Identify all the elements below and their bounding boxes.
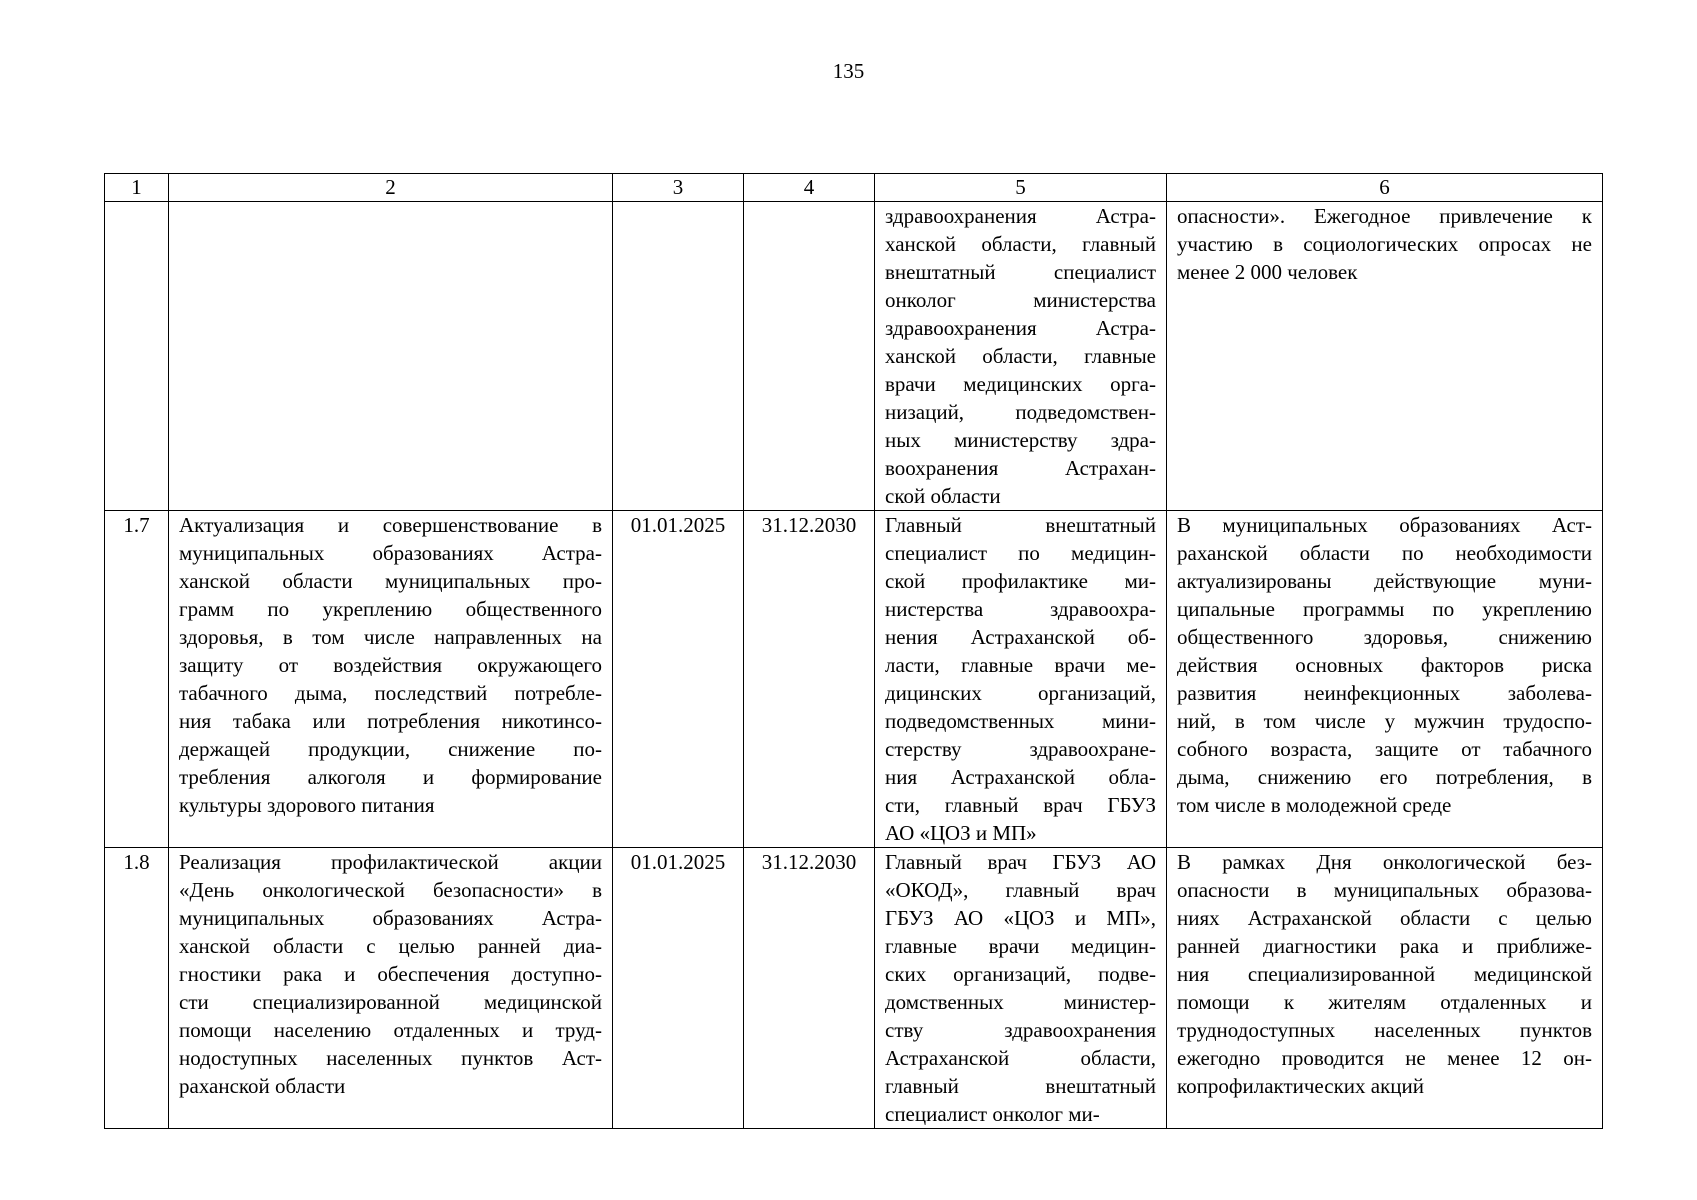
measures-table <box>104 173 1603 1129</box>
result-line: том числе в молодежной среде <box>1177 793 1452 817</box>
activity-line: культуры здорового питания <box>179 793 435 817</box>
result-line: опасности». Ежегодное привлечение к <box>1177 204 1592 228</box>
result-line: ниях Астраханской области с целью <box>1177 906 1592 930</box>
table-row <box>105 848 1603 1129</box>
end-date-cell: 31.12.2030 <box>744 511 875 848</box>
result-line: ния специализированной медицинской <box>1177 962 1592 986</box>
activity-line: Реализация профилактической акции <box>179 850 602 874</box>
responsible-line: низаций, подведомствен- <box>885 400 1156 424</box>
end-date-cell <box>744 202 875 511</box>
responsible-line: ской области <box>885 484 1001 508</box>
responsible-line: ГБУЗ АО «ЦОЗ и МП», <box>885 906 1156 930</box>
activity-line: «День онкологической безопасности» в <box>179 878 602 902</box>
result-line: менее 2 000 человек <box>1177 260 1358 284</box>
activity-line: раханской области <box>179 1074 346 1098</box>
result-line: дыма, снижению его потребления, в <box>1177 765 1592 789</box>
responsible-line: специалист онколог ми- <box>885 1102 1100 1126</box>
responsible-line: нистерства здравоохра- <box>885 597 1156 621</box>
result-line: труднодоступных населенных пунктов <box>1177 1018 1592 1042</box>
responsible-line: ской профилактике ми- <box>885 569 1156 593</box>
result-line: опасности в муниципальных образова- <box>1177 878 1592 902</box>
result-line: актуализированы действующие муни- <box>1177 569 1592 593</box>
responsible-cell <box>875 511 1167 848</box>
result-line: ежегодно проводится не менее 12 он- <box>1177 1046 1592 1070</box>
end-date-cell: 31.12.2030 <box>744 848 875 1129</box>
activity-line: нодоступных населенных пунктов Аст- <box>179 1046 602 1070</box>
table-row <box>105 511 1603 848</box>
responsible-line: ласти, главные врачи ме- <box>885 653 1156 677</box>
result-line: ний, в том числе у мужчин трудоспо- <box>1177 709 1592 733</box>
result-cell <box>1167 511 1603 848</box>
responsible-line: главный внештатный <box>885 1074 1156 1098</box>
activity-cell <box>169 511 613 848</box>
result-line: развития неинфекционных заболева- <box>1177 681 1592 705</box>
responsible-cell <box>875 848 1167 1129</box>
column-header-1: 1 <box>105 174 169 202</box>
table-row <box>105 202 1603 511</box>
responsible-line: Главный врач ГБУЗ АО <box>885 850 1156 874</box>
result-line: участию в социологических опросах не <box>1177 232 1592 256</box>
activity-line: Актуализация и совершенствование в <box>179 513 602 537</box>
responsible-line: ных министерству здра- <box>885 428 1156 452</box>
result-line: В муниципальных образованиях Аст- <box>1177 513 1592 537</box>
responsible-line: внештатный специалист <box>885 260 1156 284</box>
start-date-cell <box>613 202 744 511</box>
activity-line: сти специализированной медицинской <box>179 990 602 1014</box>
responsible-line: ния Астраханской обла- <box>885 765 1156 789</box>
activity-cell <box>169 202 613 511</box>
result-line: общественного здоровья, снижению <box>1177 625 1592 649</box>
activity-line: табачного дыма, последствий потребле- <box>179 681 602 705</box>
activity-cell <box>169 848 613 1129</box>
responsible-line: дицинских организаций, <box>885 681 1156 705</box>
activity-line: ханской области муниципальных про- <box>179 569 602 593</box>
column-header-2: 2 <box>169 174 613 202</box>
responsible-line: Главный внештатный <box>885 513 1156 537</box>
result-cell <box>1167 848 1603 1129</box>
responsible-line: главные врачи медицин- <box>885 934 1156 958</box>
responsible-line: Астраханской области, <box>885 1046 1156 1070</box>
responsible-line: домственных министер- <box>885 990 1156 1014</box>
responsible-line: воохранения Астрахан- <box>885 456 1156 480</box>
responsible-line: ханской области, главный <box>885 232 1156 256</box>
responsible-line: здравоохранения Астра- <box>885 316 1156 340</box>
page-number: 135 <box>832 59 865 83</box>
activity-line: муниципальных образованиях Астра- <box>179 906 602 930</box>
responsible-cell <box>875 202 1167 511</box>
responsible-line: нения Астраханской об- <box>885 625 1156 649</box>
column-header-4: 4 <box>744 174 875 202</box>
result-line: ципальные программы по укреплению <box>1177 597 1592 621</box>
column-header-6: 6 <box>1167 174 1603 202</box>
responsible-line: «ОКОД», главный врач <box>885 878 1156 902</box>
responsible-line: подведомственных мини- <box>885 709 1156 733</box>
start-date-cell: 01.01.2025 <box>613 848 744 1129</box>
result-line: раханской области по необходимости <box>1177 541 1592 565</box>
responsible-line: ских организаций, подве- <box>885 962 1156 986</box>
responsible-line: сти, главный врач ГБУЗ <box>885 793 1156 817</box>
result-line: копрофилактических акций <box>1177 1074 1425 1098</box>
row-number-cell: 1.7 <box>105 511 169 848</box>
row-number-cell <box>105 202 169 511</box>
activity-line: муниципальных образованиях Астра- <box>179 541 602 565</box>
result-line: действия основных факторов риска <box>1177 653 1592 677</box>
responsible-line: стерству здравоохране- <box>885 737 1156 761</box>
responsible-line: ханской области, главные <box>885 344 1156 368</box>
responsible-line: здравоохранения Астра- <box>885 204 1156 228</box>
activity-line: защиту от воздействия окружающего <box>179 653 602 677</box>
responsible-line: ству здравоохранения <box>885 1018 1156 1042</box>
responsible-line: онколог министерства <box>885 288 1156 312</box>
activity-line: держащей продукции, снижение по- <box>179 737 602 761</box>
result-line: собного возраста, защите от табачного <box>1177 737 1592 761</box>
header-row <box>105 174 1603 202</box>
activity-line: ния табака или потребления никотинсо- <box>179 709 602 733</box>
result-line: В рамках Дня онкологической без- <box>1177 850 1592 874</box>
column-header-3: 3 <box>613 174 744 202</box>
activity-line: требления алкоголя и формирование <box>179 765 602 789</box>
column-header-5: 5 <box>875 174 1167 202</box>
responsible-line: врачи медицинских орга- <box>885 372 1156 396</box>
result-line: помощи к жителям отдаленных и <box>1177 990 1592 1014</box>
activity-line: помощи населению отдаленных и труд- <box>179 1018 602 1042</box>
responsible-line: специалист по медицин- <box>885 541 1156 565</box>
activity-line: грамм по укреплению общественного <box>179 597 602 621</box>
activity-line: ханской области с целью ранней диа- <box>179 934 602 958</box>
activity-line: гностики рака и обеспечения доступно- <box>179 962 602 986</box>
responsible-line: АО «ЦОЗ и МП» <box>885 821 1037 845</box>
start-date-cell: 01.01.2025 <box>613 511 744 848</box>
result-line: ранней диагностики рака и приближе- <box>1177 934 1592 958</box>
activity-line: здоровья, в том числе направленных на <box>179 625 602 649</box>
row-number-cell: 1.8 <box>105 848 169 1129</box>
result-cell <box>1167 202 1603 511</box>
